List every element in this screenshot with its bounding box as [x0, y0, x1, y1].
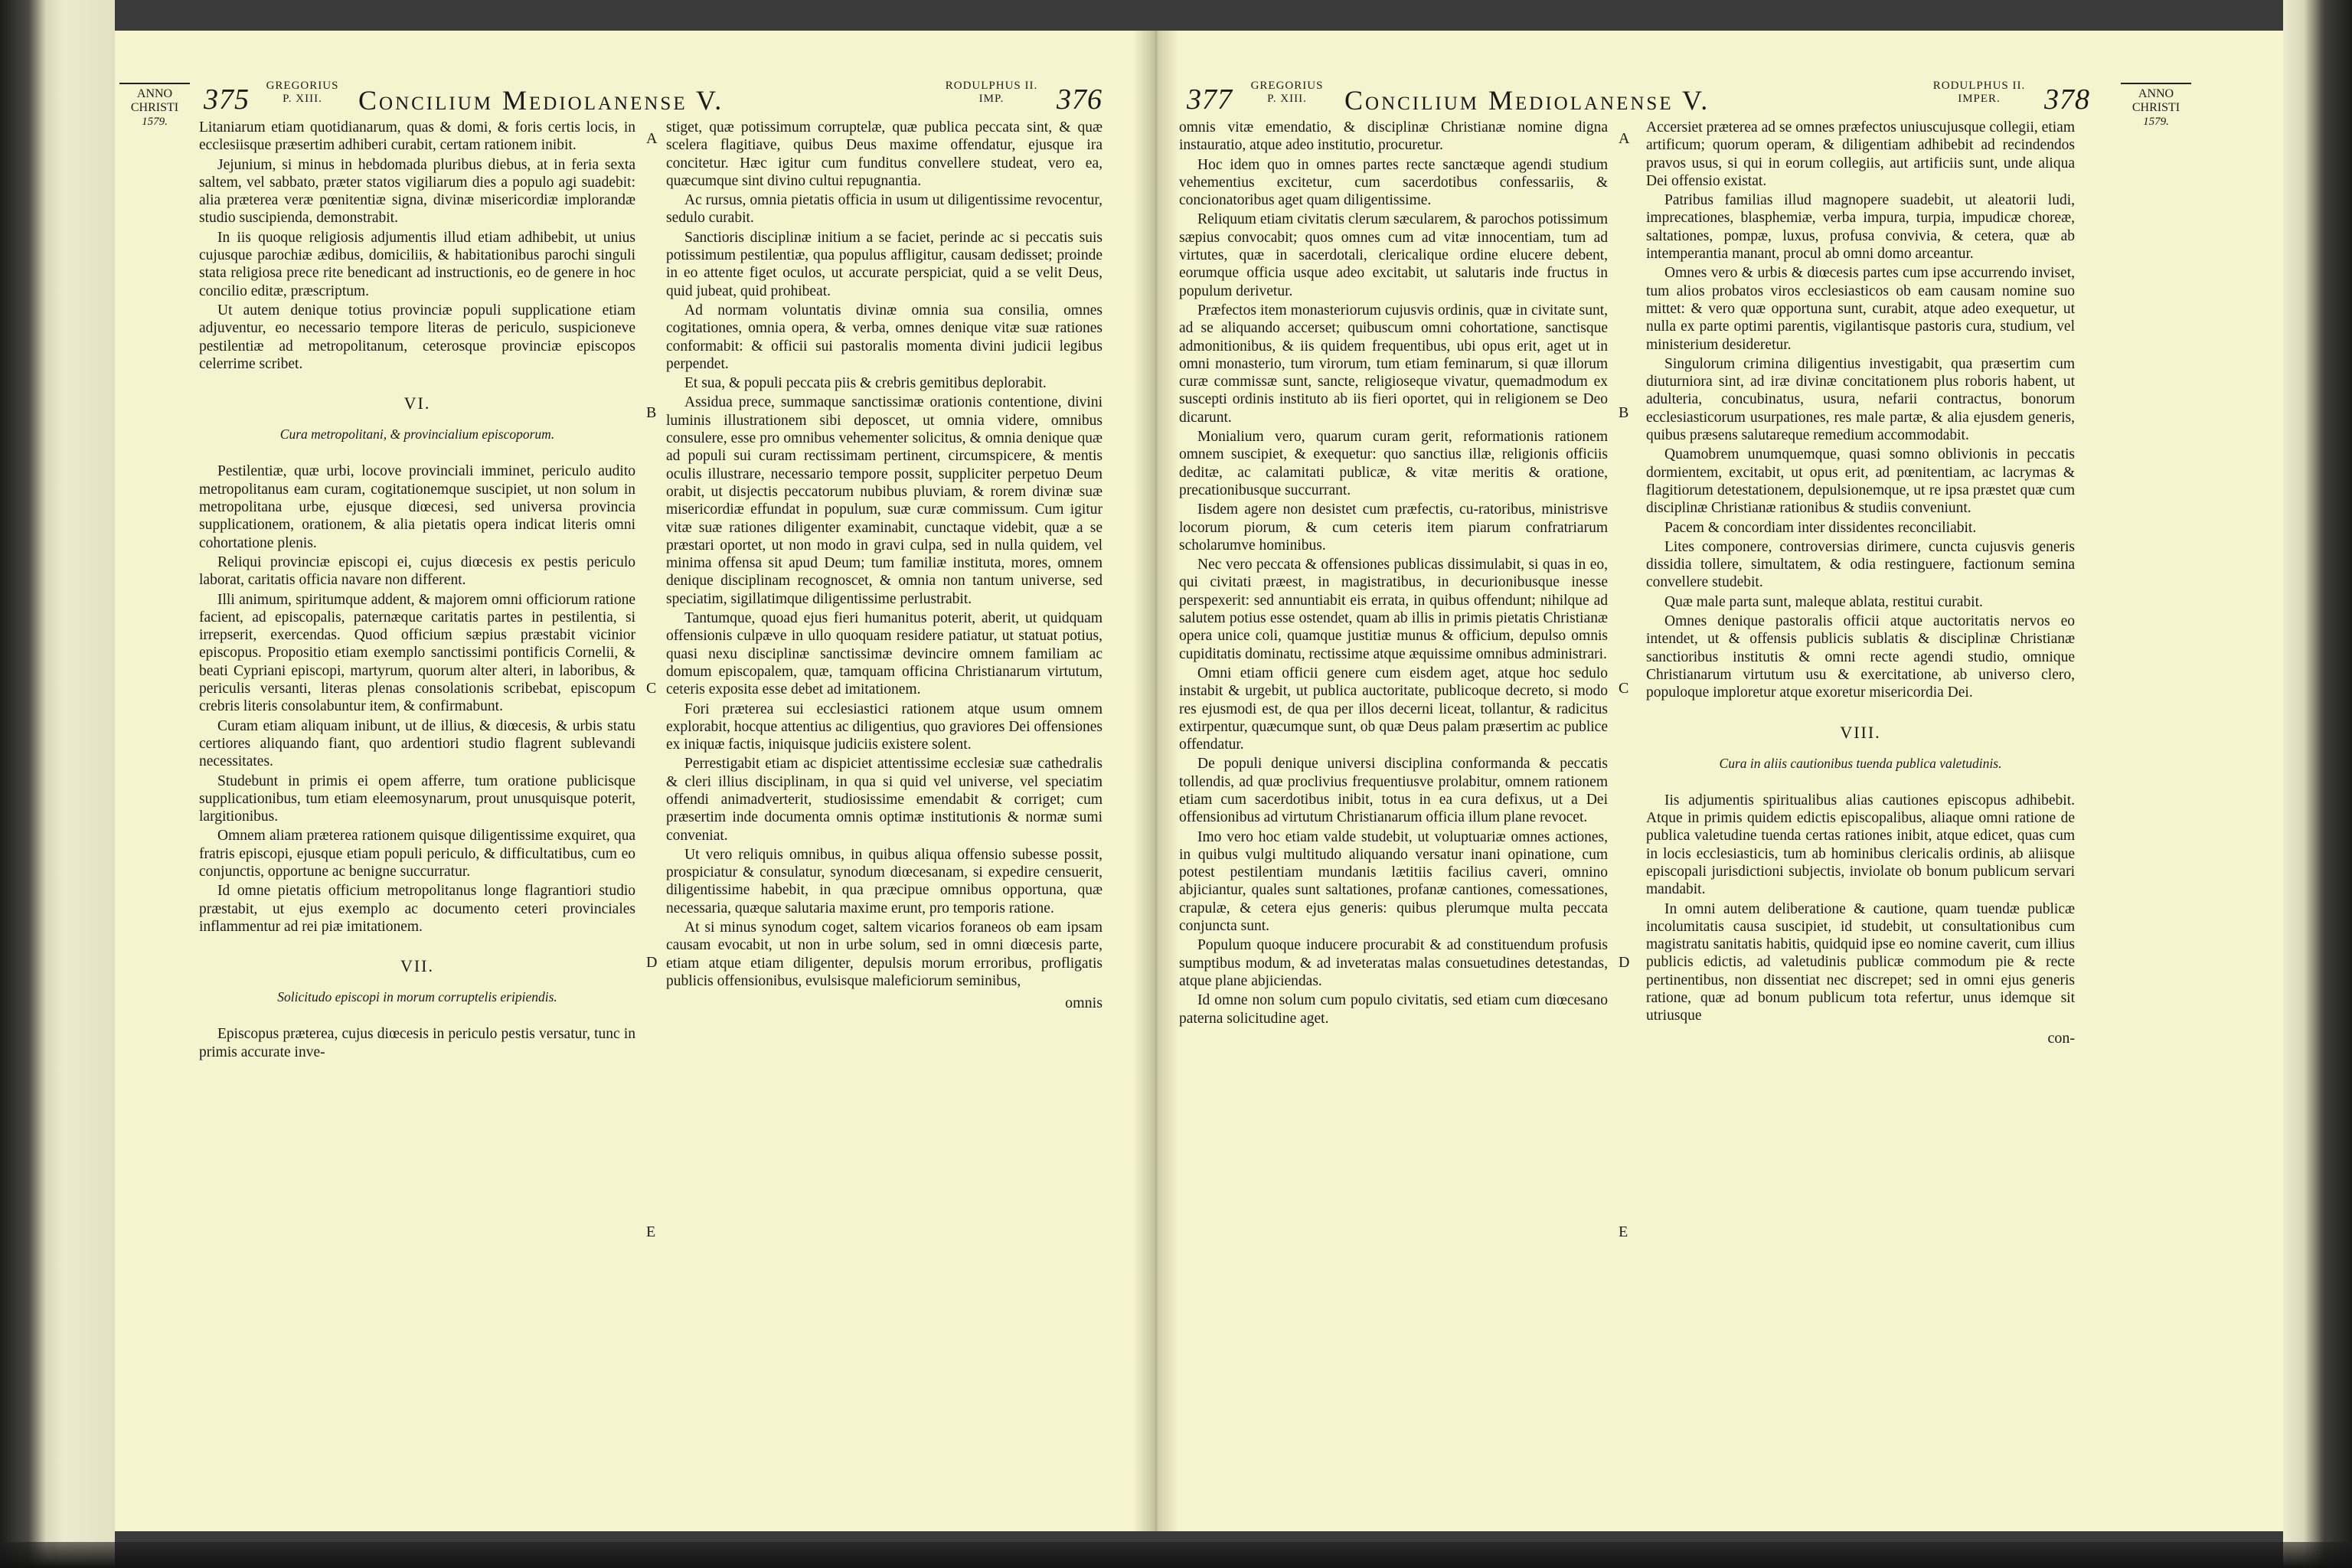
anno-christi-note — [119, 83, 190, 129]
margin-letter: B — [1619, 404, 1629, 421]
paragraph: In omni autem deliberatione & cautione, quam tuendæ publicæ incolumitatis causa suscipiet, id studebit, ut consultationibus cum magistratu sanitatis habitis, quidquid ipse eo nomine caverit, cum illius publicis edictis, ad valetudinis publicæ commodum pie & recte pertinentibus, non dissentiat nec discrepet; sed in omni ejus generis ratione, quæ ad bonum publicum tota refertur, unus idemque sit utriusque — [1646, 900, 2075, 1024]
year-label: 1579. — [2143, 116, 2169, 128]
section-number: VI. — [403, 394, 431, 413]
paragraph: Populum quoque inducere procurabit & ad constituendum profusis sumptibus modum, & ad inveteratas malas consuetudines detestandas, atque plane abjiciendas. — [1179, 937, 1608, 989]
page-number: 375 — [204, 83, 250, 116]
paragraph: Ut vero reliquis omnibus, in quibus aliqua offensio subesse possit, prospiciatur & consulatur, synodum diœcesanam, si expedire censuerit, diligentissime habebit, in qua præcipue omnibus opportuna, quæ necessaria, quæque salutaria maxime erunt, pro temporis ratione. — [666, 846, 1102, 916]
paragraph: Sanctioris disciplinæ initium a se faciet, perinde ac si peccatis suis potissimum pestilentiæ, qua populus affligitur, causam dedisset; proinde in eo attente figet oculos, ut accurate perspiciat, quid a se velit Deus, quid jubeat, quid prohibeat. — [666, 229, 1102, 299]
book-edge-right — [2283, 0, 2352, 1568]
christi-label: CHRISTI — [130, 101, 179, 114]
running-title: Concilium Mediolanense V. — [358, 85, 724, 116]
page-number: 377 — [1187, 83, 1233, 116]
paragraph: Iis adjumentis spiritualibus alias cautiones episcopus adhibebit. Atque in primis quidem edictis episcopalibus, aliaque omni ratione de publica valetudine tuenda certas rationes inibit, atque edicet, quas cum in locis ecclesiasticis, tum ab hominibus clericalis ordinis, ab aliisque episcopali jurisdictioni subjectis, inviolate ob bonum publicum servari mandabit. — [1646, 792, 2075, 898]
paragraph: Illi animum, spiritumque addent, & majorem omni officiorum ratione facient, ad episcopalis, paternæque caritatis partes in pestilentia, si irrepserit, exercendas. Quod officium sæpius præstabit vicinior episcopus. Propositio etiam exemplo sanctissimi pontificis Cornelii, & beati Cypriani episcopi, martyrum, quorum alter alteri, in laboribus, & periculis versanti, literas plenas consolationis scribebat, episcopum crebris literis consolabuntur item, & confirmabunt. — [199, 591, 635, 715]
paragraph: Jejunium, si minus in hebdomada pluribus diebus, at in feria sexta saltem, vel sabbato, præter statos vigiliarum dies a populo agi suadebit: alia præterea veræ pœnitentiæ signa, divinæ misericordiæ implorandæ studio suscipienda, demonstrabit. — [199, 156, 635, 227]
margin-letter: A — [646, 130, 658, 147]
paragraph: Omnem aliam præterea rationem quisque diligentissime exquiret, qua fratris episcopi, ejusque etiam populi periculo, & difficultatibus, cum eo conjunctis, opportune ac benigne succurratur. — [199, 828, 635, 880]
section-title: Cura in aliis cautionibus tuenda publica valetudinis. — [1719, 755, 2002, 771]
paragraph: Quæ male parta sunt, maleque ablata, restitui curabit. — [1664, 593, 1983, 610]
left-page-column-1 — [199, 119, 635, 1063]
paragraph: Fori præterea sui ecclesiastici rationem atque usum omnem explorabit, hocque attentius ac diligentius, quo graviores Dei offensiones ex iniquæ factis, iniquisque judiciis existere solent. — [666, 701, 1102, 753]
paragraph: Ad normam voluntatis divinæ omnia sua consilia, omnes cogitationes, omnia opera, & verba, omnes denique vitæ suæ rationes conformabit: & officii sui pastoralis momenta divini judicii legibus perpendet. — [666, 302, 1102, 372]
margin-letter: B — [646, 404, 657, 421]
paragraph: Et sua, & populi peccata piis & crebris gemitibus deplorabit. — [684, 375, 1047, 392]
book-edge-left — [0, 0, 115, 1568]
section-title: Cura metropolitani, & provincialium episcoporum. — [279, 426, 555, 443]
left-page-header — [115, 69, 1156, 128]
paragraph: Iisdem agere non desistet cum præfectis, cu-ratoribus, ministrisve locorum piorum, & cum ceteris item piarum confratriarum scholarumve hominibus. — [1179, 501, 1608, 554]
paragraph: Præfectos item monasteriorum cujusvis ordinis, quæ in civitate sunt, ad se aliquando accerset; quibuscum omni cohortatione, sanctisque admonitionibus, & iis quidem frequentibus, ubi opus erit, aget ut in omni monasterio, tum virorum, tum etiam feminarum, si quæ illorum curæ commissæ sunt, sancte, religioseque vivatur, quemadmodum ex suscepti ordinis instituto ab iis fieri oportet, qui in religionem se Deo dicarunt. — [1179, 302, 1608, 426]
right-page — [1156, 31, 2283, 1531]
paragraph: Reliquum etiam civitatis clerum sæcularem, & parochos potissimum sæpius convocabit; quos omnes cum ad vitæ innocentiam, tum ad virtutes, quæ in sacerdotali, clericalique ordine elucere debent, eorumque officia usque adeo excitabit, ut salutaris inde fructus in populum derivetur. — [1179, 211, 1608, 299]
section-title: Solicitudo episcopi in morum corruptelis eripiendis. — [277, 989, 557, 1005]
catchword: omnis — [1065, 995, 1102, 1012]
paragraph: Hoc idem quo in omnes partes recte sanctæque agendi studium vehementius excitetur, cum sacerdotibus confessariis, & concionatoribus aget quam diligentissime. — [1179, 156, 1608, 209]
emperor-label: RODULPHUS II. IMPER. — [1932, 80, 2026, 105]
running-title: Concilium Mediolanense V. — [1344, 85, 1710, 116]
left-page-column-2 — [666, 119, 1102, 1014]
margin-letter: D — [1619, 954, 1630, 971]
paragraph: Singulorum crimina diligentius investigabit, qua præsertim cum diuturniora sint, ad iræ divinæ concitationem plus roboris habent, ut adulteria, concubinatus, usura, nefarii contractus, bonorum ecclesiasticorum usurpationes, res male partæ, & alia ejusdem generis, quibus præsens salutareque remedium accommodabit. — [1646, 355, 2075, 444]
paragraph: omnis vitæ emendatio, & disciplinæ Christianæ nomine digna instauratio, atque adeo institutio, procuretur. — [1179, 119, 1608, 154]
section-number: VIII. — [1840, 722, 1881, 742]
paragraph: Patribus familias illud magnopere suadebit, ut aleatorii ludi, imprecationes, blasphemiæ, verba impura, turpia, impudicæ choreæ, saltationes, pompæ, luxus, profusa convivia, & cetera, quæ ab intemperantia manant, procul ab omni domo arceantur. — [1646, 192, 2075, 263]
paragraph: stiget, quæ potissimum corruptelæ, quæ publica peccata sint, & quæ scelera flagitiave, quibus Deus maxime offendatur, ejusque ira concitetur. Hæc igitur cum funditus convellere studeat, vero ea, quæcumque sint divino cultui repugnantia. — [666, 119, 1102, 189]
section-number: VII. — [400, 956, 435, 976]
bottom-shadow — [0, 1542, 2352, 1568]
paragraph: Nec vero peccata & offensiones publicas dissimulabit, si quas in eo, qui civitati præest, in magistratibus, in decurionibusque inesse perspexerit: sed annuntiabit eis errata, in quibus offendunt; nihilque ad salutem potius esse ostendet, quam ab illis in primis pietatis Christianæ opera unice coli, quamque justitiæ munus & officium, depulso omnis cupiditatis dominatu, rectissime atque æquissime omnibus administrari. — [1179, 557, 1608, 662]
paragraph: Accersiet præterea ad se omnes præfectos uniuscujusque collegii, etiam artificum; quorum operam, & diligentiam adhibebit ad recindendos pravos usus, si qui in eorum collegiis, aut artificiis sunt, unde aliqua Dei offensio existat. — [1646, 119, 2075, 189]
pope-label: GREGORIUS P. XIII. — [1250, 80, 1324, 105]
paragraph: Curam etiam aliquam inibunt, ut de illius, & diœcesis, & urbis statu certiores aliquando fiant, quo ardentiori studio flagrent sublevandi necessitates. — [199, 717, 635, 770]
paragraph: Ut autem denique totius provinciæ populi supplicatione etiam adjuventur, eo necessario tempore literas de periculo, suspicioneve pestilentiæ ad metropolitanum, ceterosque provinciæ episcopos celerrime scribet. — [199, 302, 635, 372]
page-number: 378 — [2044, 83, 2090, 116]
paragraph: Imo vero hoc etiam valde studebit, ut voluptuariæ omnes actiones, in quibus vulgi multitudo aliquando versatur inani opinatione, cum potest pestilentiam mundanis lætitiis facilius caveri, omnino abjiciantur, quales sunt saltationes, profanæ cantiones, comessationes, crapulæ, & cetera ejus generis: quibus plerumque multa peccata conjuncta sunt. — [1179, 828, 1608, 935]
margin-letter: C — [1619, 680, 1629, 697]
paragraph: Pacem & concordiam inter dissidentes reconciliabit. — [1664, 519, 1977, 536]
paragraph: Litaniarum etiam quotidianarum, quas & domi, & foris certis locis, in ecclesiisque præsertim adhiberi curabit, certam rationem inibit. — [199, 119, 635, 154]
paragraph: Ac rursus, omnia pietatis officia in usum ut diligentissime revocentur, sedulo curabit. — [666, 192, 1102, 227]
margin-letter: D — [646, 954, 658, 971]
anno-label: ANNO — [136, 87, 173, 100]
margin-letter: C — [646, 680, 657, 697]
paragraph: Perrestigabit etiam ac dispiciet attentissime ecclesiæ suæ cathedralis & cleri illius disciplinam, in qua si quid vel universe, vel speciatim offendi animadverterit, studiosissime emendabit & corriget; cum præsertim inde documenta omnis optimæ institutionis & normæ sumi conveniat. — [666, 756, 1102, 844]
anno-label: ANNO — [2138, 87, 2174, 100]
margin-letter: E — [1619, 1223, 1628, 1240]
paragraph: Studebunt in primis ei opem afferre, tum oratione publicisque supplicationibus, tum etiam eleemosynarum, prout unusquisque poterit, largitionibus. — [199, 773, 635, 825]
paragraph: Omni etiam officii genere cum eisdem aget, atque hoc sedulo instabit & urgebit, ut publica auctoritate, publicoque decreto, si modo res ejusmodi est, de qua per illos decerni liceat, tollantur, & radicitus extirpentur, quæcumque sunt, ob quæ Deus palam præsertim ac publice offendatur. — [1179, 665, 1608, 753]
paragraph: Assidua prece, summaque sanctissimæ orationis contentione, divini luminis illustrationem sibi deposcet, ut omnia videre, omnibus consulere, esse pro omnibus vehementer solicitus, & omnia denique quæ ad populi sui curam rectissimam pertinent, circumspicere, & mentis oculis illustrare, necessario tempore possit, suppliciter perpetuo Deum orabit, ut disjectis peccatorum nubibus pluviam, & rorem divinæ suæ misericordiæ effundat in populum, suæ curæ commissum. Cum igitur vitæ suæ rationes diligenter examinabit, cunctaque videbit, quæ a se præstari oportet, ut non modo in gravi culpa, sed in nulla quidem, vel minima offensa sit apud Deum; tum familiæ instituta, mores, omnem denique disciplinam recognoscet, & omnia non tantum universe, sed speciatim, sigillatimque diligentissime perlustrabit. — [666, 394, 1102, 607]
paragraph: Quamobrem unumquemque, quasi somno oblivionis in peccatis dormientem, excitabit, ut opus erit, ad pœnitentiam, ac lacrymas & flagitiorum detestationem, depulsionemque, ut re ipsa præstet quæ cum disciplinæ Christianæ rationibus & studiis conveniunt. — [1646, 446, 2075, 517]
margin-letter: A — [1619, 130, 1630, 147]
paragraph: Id omne pietatis officium metropolitanus longe flagrantiori studio præstabit, ut ejus exemplo ac documento ceteri provinciales inflammentur ad rei piæ imitationem. — [199, 883, 635, 935]
catchword: con- — [2047, 1029, 2075, 1047]
paragraph: De populi denique universi disciplina conformanda & peccatis tollendis, ad quæ proclivius frequentiusve prolabitur, omnem rationem etiam cum sacerdotibus inibit, totus in ea cura defixus, ut a Dei offensionibus ad virtutum Christianarum officia illum plane revocet. — [1179, 756, 1608, 826]
emperor-label: RODULPHUS II. IMP. — [945, 80, 1038, 105]
anno-christi-note — [2121, 83, 2191, 129]
paragraph: Lites componere, controversias dirimere, cuncta cujusvis generis dissidia tollere, simultatem, & odia restinguere, factionum semina convellere studebit. — [1646, 538, 2075, 591]
right-page-column-2 — [1646, 119, 2075, 1049]
paragraph: Pestilentiæ, quæ urbi, locove provinciali imminet, periculo audito metropolitanus eam curam, cogitationemque suscipiet, ut non solum in metropolitana urbe, ejusque diœcesi, sed universa provincia supplicationem, orationem, & alia pietatis opera indicat literis omni cohortatione plenis. — [199, 463, 635, 551]
pope-label: GREGORIUS P. XIII. — [266, 80, 339, 105]
right-page-header — [1156, 69, 2283, 128]
right-page-column-1 — [1179, 119, 1608, 1029]
paragraph: Tantumque, quoad ejus fieri humanitus poterit, aberit, ut quidquam offensionis culpæve in ullo quoquam residere patiatur, ut statuat potius, quasi nexu disciplinæ sanctissimæ devincire omnem familiam ac domum episcopalem, quæ, tamquam officina Christianarum virtutum, ceteris exposita esse debet ad imitationem. — [666, 610, 1102, 698]
year-label: 1579. — [142, 116, 168, 128]
paragraph: Omnes vero & urbis & diœcesis partes cum ipse accurrendo inviset, tum alios probatos viros ecclesiasticos ob eam causam nomine suo mittet: & vero quæ opportuna sunt, curabit, atque adeo exequetur, ut nulla ex parte optimi parentis, vigilantisque pastoris cura, studium, vel ministerium desideretur. — [1646, 265, 2075, 353]
paragraph: Monialium vero, quarum curam gerit, reformationis rationem omnem suscipiet, & exequetur: quo sanctius illæ, religionis officiis deditæ, ac calamitati publicæ, & vitæ meritis & oratione, precationibusque succurrant. — [1179, 429, 1608, 498]
christi-label: CHRISTI — [2132, 101, 2180, 114]
paragraph: In iis quoque religiosis adjumentis illud etiam adhibebit, ut unius cujusque parochiæ ædibus, domiciliis, & habitationibus parochi singuli stata religiosa prece rite benedicant ad instructionis, eo de genere in hoc concilio editæ, præscriptum. — [199, 229, 635, 299]
paragraph: Id omne non solum cum populo civitatis, sed etiam cum diœcesano paterna solicitudine aget. — [1179, 992, 1608, 1027]
left-page — [115, 31, 1156, 1531]
paragraph: Omnes denique pastoralis officii atque auctoritatis nervos eo intendet, ut & offensis publicis sublatis & disciplinæ Christianæ sanctioribus institutis & omni recte agendi studio, omnique Christianarum virtutum usu & exercitatione, ab universo clero, populoque imploretur atque exoretur misericordia Dei. — [1646, 613, 2075, 701]
margin-letter: E — [646, 1223, 656, 1240]
paragraph: At si minus synodum coget, saltem vicarios foraneos ob eam ipsam causam evocabit, ut non in urbe solum, sed in omni diœcesis parte, etiam atque etiam diligenter, depulsis morum erroribus, profligatis publicis offensionibus, evulsisque maleficiorum seminibus, — [666, 920, 1102, 989]
paragraph: Reliqui provinciæ episcopi ei, cujus diœcesis ex pestis periculo laborat, caritatis officia navare non different. — [199, 554, 635, 589]
page-number: 376 — [1057, 83, 1102, 116]
paragraph: Episcopus præterea, cujus diœcesis in periculo pestis versatur, tunc in primis accurate inve- — [199, 1026, 635, 1060]
